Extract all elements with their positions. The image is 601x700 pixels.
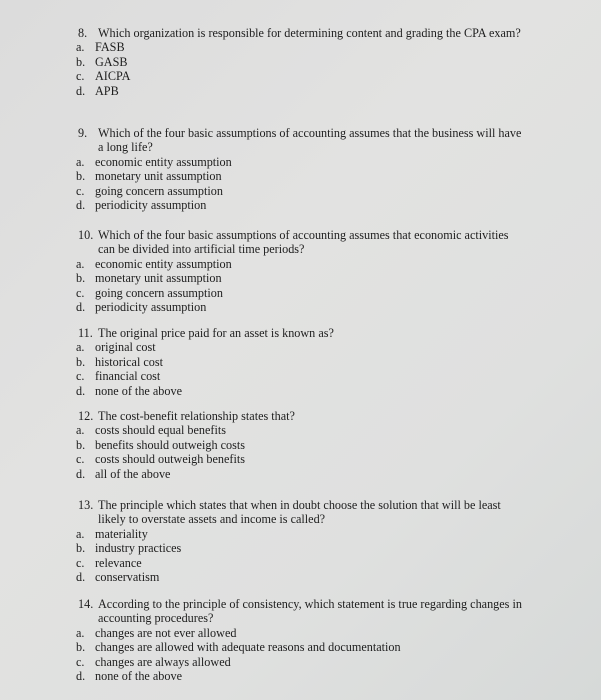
- option-b: [76, 55, 528, 69]
- option-letter: d.: [76, 383, 86, 398]
- option-text: conservatism: [95, 570, 160, 585]
- question-text: Which of the four basic assumptions of accounting assumes that the business will have a long life?: [98, 126, 522, 155]
- option-d: [76, 384, 528, 398]
- option-list: [78, 626, 528, 684]
- option-a: [76, 527, 528, 541]
- question-stem: [78, 326, 528, 340]
- option-letter: a.: [76, 40, 85, 55]
- question-number: 11.: [78, 326, 93, 340]
- option-letter: b.: [76, 437, 86, 452]
- option-text: changes are not ever allowed: [95, 625, 237, 640]
- question-stem: [78, 228, 528, 257]
- option-letter: a.: [76, 625, 85, 640]
- option-c: [76, 556, 528, 570]
- option-b: [76, 271, 528, 285]
- option-text: industry practices: [95, 541, 182, 556]
- option-letter: c.: [76, 654, 85, 669]
- option-c: [76, 69, 528, 83]
- question-stem: [78, 126, 528, 155]
- question-11: [78, 326, 528, 398]
- question-text: The cost-benefit relationship states that?: [98, 409, 295, 423]
- question-13: [78, 498, 528, 584]
- option-text: going concern assumption: [95, 285, 223, 300]
- option-letter: d.: [76, 570, 86, 585]
- option-letter: c.: [76, 452, 85, 467]
- option-list: [78, 155, 528, 213]
- option-letter: c.: [76, 555, 85, 570]
- option-b: [76, 541, 528, 555]
- question-text: The original price paid for an asset is known as?: [98, 326, 334, 340]
- option-text: relevance: [95, 555, 142, 570]
- option-letter: a.: [76, 154, 85, 169]
- option-text: costs should outweigh benefits: [95, 452, 245, 467]
- option-b: [76, 438, 528, 452]
- option-letter: c.: [76, 285, 85, 300]
- option-letter: b.: [76, 354, 86, 369]
- option-text: monetary unit assumption: [95, 271, 222, 286]
- question-number: 14.: [78, 597, 94, 611]
- option-text: going concern assumption: [95, 183, 223, 198]
- option-letter: b.: [76, 541, 86, 556]
- option-a: [76, 257, 528, 271]
- option-b: [76, 640, 528, 654]
- option-d: [76, 198, 528, 212]
- option-list: [78, 40, 528, 98]
- option-list: [78, 340, 528, 398]
- option-list: [78, 527, 528, 585]
- option-letter: c.: [76, 69, 85, 84]
- option-text: APB: [95, 83, 119, 98]
- option-b: [76, 355, 528, 369]
- option-text: economic entity assumption: [95, 154, 232, 169]
- option-letter: b.: [76, 54, 86, 69]
- option-text: costs should equal benefits: [95, 423, 226, 438]
- question-10: [78, 228, 528, 314]
- option-d: [76, 300, 528, 314]
- option-a: [76, 40, 528, 54]
- option-text: all of the above: [95, 466, 171, 481]
- option-letter: b.: [76, 271, 86, 286]
- question-stem: [78, 409, 528, 423]
- option-text: financial cost: [95, 369, 161, 384]
- option-text: FASB: [95, 40, 125, 55]
- option-text: none of the above: [95, 383, 182, 398]
- option-a: [76, 423, 528, 437]
- option-letter: b.: [76, 640, 86, 655]
- option-d: [76, 467, 528, 481]
- option-list: [78, 257, 528, 315]
- option-text: changes are always allowed: [95, 654, 231, 669]
- option-a: [76, 340, 528, 354]
- option-text: AICPA: [95, 69, 131, 84]
- option-text: periodicity assumption: [95, 300, 207, 315]
- option-text: benefits should outweigh costs: [95, 437, 245, 452]
- option-letter: a.: [76, 526, 85, 541]
- option-text: monetary unit assumption: [95, 169, 222, 184]
- question-stem: [78, 498, 528, 527]
- question-9: [78, 126, 528, 212]
- option-b: [76, 169, 528, 183]
- option-list: [78, 423, 528, 481]
- option-letter: d.: [76, 466, 86, 481]
- question-text: Which organization is responsible for determining content and grading the CPA exam?: [98, 26, 521, 40]
- question-text: According to the principle of consistency, which statement is true regarding changes in accounting procedures?: [98, 597, 522, 626]
- question-stem: [78, 26, 528, 40]
- option-letter: d.: [76, 83, 86, 98]
- option-c: [76, 655, 528, 669]
- option-letter: d.: [76, 300, 86, 315]
- option-a: [76, 626, 528, 640]
- option-text: materiality: [95, 526, 148, 541]
- option-letter: a.: [76, 256, 85, 271]
- option-d: [76, 669, 528, 683]
- question-8: [78, 26, 528, 98]
- question-stem: [78, 597, 528, 626]
- question-text: Which of the four basic assumptions of accounting assumes that economic activities can be divided into artificial time periods?: [98, 228, 509, 257]
- question-number: 9.: [78, 126, 88, 140]
- question-number: 10.: [78, 228, 94, 242]
- option-letter: c.: [76, 369, 85, 384]
- question-text: The principle which states that when in doubt choose the solution that will be least likely to overstate assets and income is called?: [98, 498, 501, 527]
- option-d: [76, 570, 528, 584]
- option-c: [76, 184, 528, 198]
- option-letter: a.: [76, 423, 85, 438]
- question-14: [78, 597, 528, 683]
- question-12: [78, 409, 528, 481]
- question-number: 8.: [78, 26, 88, 40]
- option-text: periodicity assumption: [95, 198, 207, 213]
- option-c: [76, 286, 528, 300]
- option-letter: c.: [76, 183, 85, 198]
- option-text: economic entity assumption: [95, 256, 232, 271]
- option-letter: d.: [76, 198, 86, 213]
- option-text: original cost: [95, 340, 156, 355]
- option-c: [76, 369, 528, 383]
- option-letter: b.: [76, 169, 86, 184]
- option-letter: a.: [76, 340, 85, 355]
- question-number: 12.: [78, 409, 94, 423]
- question-number: 13.: [78, 498, 94, 512]
- option-text: changes are allowed with adequate reasons and documentation: [95, 640, 401, 655]
- option-text: historical cost: [95, 354, 164, 369]
- option-a: [76, 155, 528, 169]
- option-text: none of the above: [95, 669, 182, 684]
- option-letter: d.: [76, 669, 86, 684]
- option-text: GASB: [95, 54, 128, 69]
- option-c: [76, 452, 528, 466]
- option-d: [76, 84, 528, 98]
